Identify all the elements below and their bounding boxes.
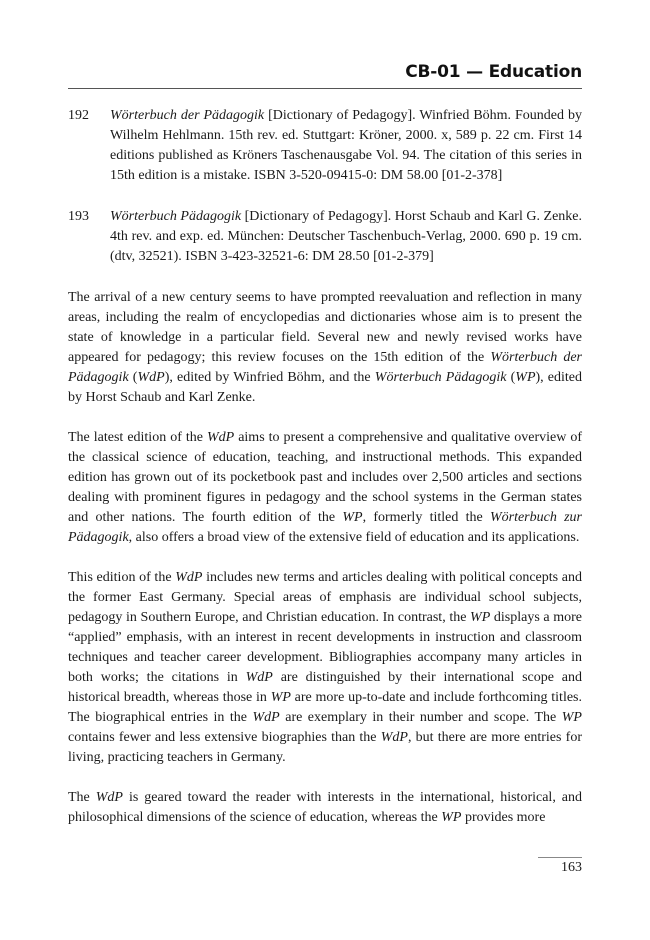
text-run: The bbox=[68, 790, 96, 805]
text-run: contains fewer and less extensive biographies than the bbox=[68, 730, 381, 745]
text-run: displays a more “applied” emphasis, with an interest in recent developments in instruction and classroom techniques and teacher career development. Bibliographies accompany many articles in both works; the citations in bbox=[68, 610, 582, 685]
entry-details: [Dictionary of Pedagogy]. Winfried Böhm. Founded by Wilhelm Hehlmann. 15th rev. ed. Stuttgart: Kröner, 2000. x, 589 p. 22 cm. First 14 editions published as Kröners Taschenausgabe Vol. 94. The citation of this series in 15th edition is a mistake. ISBN 3-520-09415-0: DM 58.00 [01-2-378] bbox=[110, 108, 583, 183]
text-run: ), edited by Horst Schaub and Karl Zenke. bbox=[68, 370, 583, 405]
entry-book-title: Wörterbuch Pädagogik bbox=[110, 209, 242, 224]
text-run: aims to present a comprehensive and qualitative overview of the classical science of education, teaching, and instructional methods. This expanded edition has grown out of its pocketbook past and includes over 2,500 articles and sections dealing with prominent figures in pedagogy and the school systems in the German states and other nations. The fourth edition of the bbox=[68, 430, 582, 525]
bibliography-entry bbox=[68, 207, 582, 267]
text-run: The latest edition of the bbox=[68, 430, 207, 445]
text-run: ( bbox=[506, 370, 516, 385]
italic-text-run: WP bbox=[270, 690, 291, 705]
footer-divider bbox=[538, 857, 582, 858]
italic-text-run: WP bbox=[470, 610, 491, 625]
text-run: are exemplary in their number and scope. The bbox=[279, 710, 562, 725]
entry-book-title: Wörterbuch der Pädagogik bbox=[110, 108, 265, 123]
text-run: This edition of the bbox=[68, 570, 176, 585]
review-paragraph bbox=[68, 568, 582, 768]
text-run: are distinguished by their international scope and historical breadth, whereas those in bbox=[68, 670, 582, 705]
review-paragraph bbox=[68, 288, 582, 408]
italic-text-run: WP bbox=[561, 710, 582, 725]
text-run: , also offers a broad view of the extensive field of education and its applications. bbox=[128, 530, 580, 545]
italic-text-run: WdP bbox=[206, 430, 235, 445]
italic-text-run: Wörterbuch der Pädagogik bbox=[68, 350, 583, 385]
bibliography-entry bbox=[68, 106, 582, 186]
page-body bbox=[68, 106, 582, 848]
text-run: ), edited by Winfried Böhm, and the bbox=[164, 370, 375, 385]
page-number: 163 bbox=[561, 860, 582, 875]
text-run: ( bbox=[128, 370, 138, 385]
text-run: are more up-to-date and include forthcoming titles. The biographical entries in the bbox=[68, 690, 582, 725]
running-header-title: CB-01 — Education bbox=[405, 62, 582, 82]
review-paragraph bbox=[68, 788, 582, 828]
italic-text-run: WdP bbox=[95, 790, 123, 805]
italic-text-run: WP bbox=[515, 370, 536, 385]
text-run: includes new terms and articles dealing with political concepts and the former East Germany. Special areas of emphasis are individual school subjects, pedagogy in Southern Europe, and Christian education. In contrast, the bbox=[68, 570, 582, 625]
header-divider bbox=[68, 88, 582, 89]
review-paragraph bbox=[68, 428, 582, 548]
entry-number: 193 bbox=[68, 209, 89, 224]
entry-citation bbox=[110, 207, 582, 267]
text-run: , formerly titled the bbox=[362, 510, 490, 525]
entry-details: [Dictionary of Pedagogy]. Horst Schaub and Karl G. Zenke. 4th rev. and exp. ed. München: Deutscher Taschenbuch-Verlag, 2000. 690 p. 19 cm. (dtv, 32521). ISBN 3-423-32521-6: DM 28.50 [01-2-379] bbox=[110, 209, 583, 264]
text-run: , but there are more entries for living, practicing teachers in Germany. bbox=[68, 730, 582, 765]
italic-text-run: WdP bbox=[380, 730, 408, 745]
text-run: is geared toward the reader with interests in the international, historical, and philosophical dimensions of the science of education, whereas the bbox=[68, 790, 583, 825]
entry-number: 192 bbox=[68, 108, 89, 123]
text-run: The arrival of a new century seems to have prompted reevaluation and reflection in many areas, including the realm of encyclopedias and dictionaries whose aim is to present the state of knowledge in a particular field. Several new and newly revised works have appeared for pedagogy; this review focuses on the 15th edition of the bbox=[68, 290, 582, 365]
italic-text-run: WdP bbox=[245, 670, 273, 685]
entry-citation bbox=[110, 106, 582, 186]
italic-text-run: Wörterbuch Pädagogik bbox=[374, 370, 507, 385]
italic-text-run: WP bbox=[342, 510, 363, 525]
italic-text-run: WdP bbox=[252, 710, 280, 725]
italic-text-run: Wörterbuch zur Pädagogik bbox=[68, 510, 582, 545]
review-text bbox=[68, 288, 582, 828]
text-run: provides more bbox=[461, 810, 546, 825]
italic-text-run: WP bbox=[441, 810, 462, 825]
italic-text-run: WdP bbox=[137, 370, 165, 385]
italic-text-run: WdP bbox=[175, 570, 203, 585]
